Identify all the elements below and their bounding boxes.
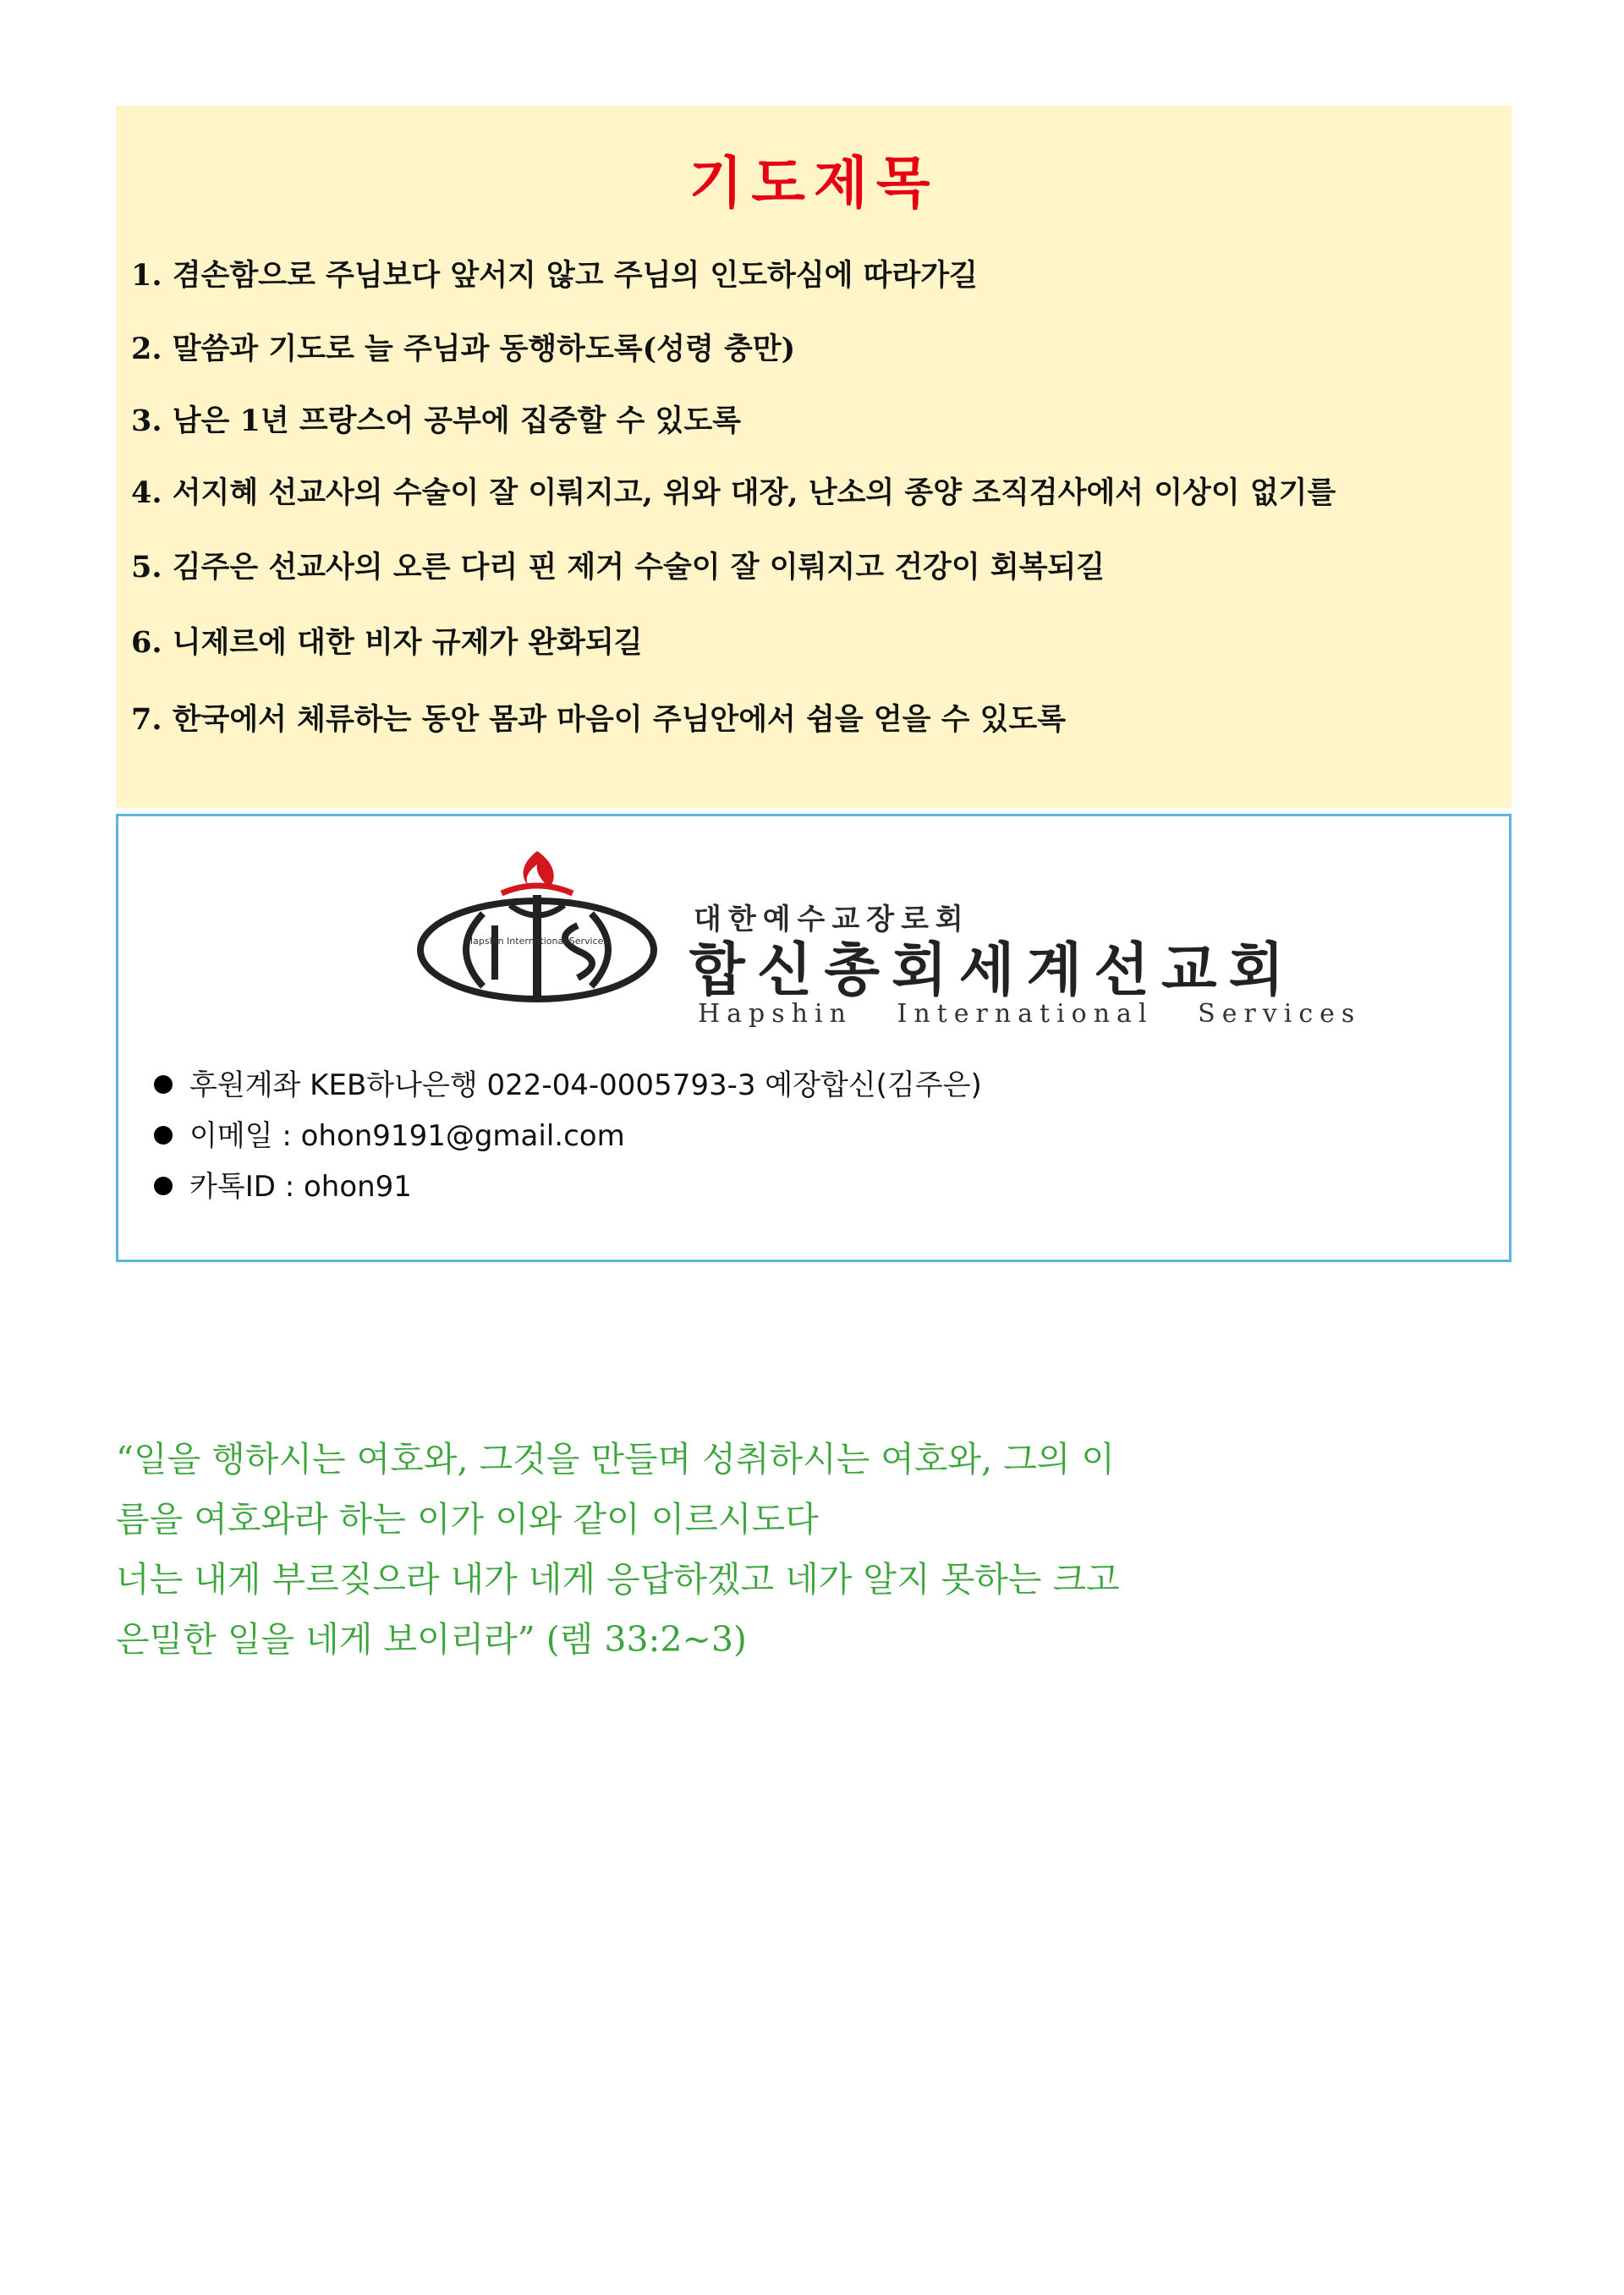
bullet-icon — [154, 1126, 173, 1145]
prayer-item-6: 6. 니제르에 대한 비자 규제가 완화되길 — [131, 625, 643, 660]
verse-line-4: 은밀한 일을 네게 보이리라” (렘 33:2~3) — [116, 1619, 747, 1660]
email-text: 이메일 : ohon9191@gmail.com — [189, 1119, 625, 1153]
logo-org-line3: Hapshin International Services — [698, 999, 1362, 1029]
logo-org-line1: 대한예수교장로회 — [694, 903, 970, 936]
bible-verse — [116, 1430, 1385, 1670]
bullet-icon — [154, 1177, 173, 1195]
prayer-item-5: 5. 김주은 선교사의 오른 다리 핀 제거 수술이 잘 이뤄지고 건강이 회복되길 — [131, 550, 1106, 585]
bullet-icon — [154, 1075, 173, 1094]
kakao-id-text: 카톡ID : ohon91 — [189, 1170, 412, 1204]
globe-emblem-icon — [410, 844, 664, 1005]
mission-logo — [309, 840, 1434, 1029]
prayer-item-7: 7. 한국에서 체류하는 동안 몸과 마음이 주님안에서 쉼을 얻을 수 있도록 — [131, 702, 1067, 737]
prayer-requests-box — [116, 106, 1512, 808]
verse-line-2: 름을 여호와라 하는 이가 이와 같이 이르시도다 — [116, 1499, 819, 1540]
account-text: 후원계좌 KEB하나은행 022-04-0005793-3 예장합신(김주은) — [189, 1068, 982, 1102]
prayer-item-1: 1. 겸손함으로 주님보다 앞서지 않고 주님의 인도하심에 따라가길 — [131, 258, 978, 293]
verse-line-3: 너는 내게 부르짖으라 내가 네게 응답하겠고 네가 알지 못하는 크고 — [116, 1559, 1120, 1600]
prayer-item-4: 4. 서지혜 선교사의 수술이 잘 이뤄지고, 위와 대장, 난소의 종양 조직검사에서 이상이 없기를 — [131, 475, 1336, 510]
support-info-box — [116, 814, 1512, 1262]
emblem-ring-text: Hapshin International Services — [465, 936, 609, 947]
prayer-item-2: 2. 말씀과 기도로 늘 주님과 동행하도록(성령 충만) — [131, 332, 796, 366]
prayer-item-3: 3. 남은 1년 프랑스어 공부에 집중할 수 있도록 — [131, 404, 741, 438]
prayer-title: 기도제목 — [689, 151, 939, 216]
logo-org-line2: 합신총회세계선교회 — [689, 936, 1297, 1004]
contact-item-kakao — [154, 1163, 412, 1205]
contact-item-email — [154, 1112, 625, 1154]
contact-item-account — [154, 1062, 982, 1103]
verse-line-1: “일을 행하시는 여호와, 그것을 만들며 성취하시는 여호와, 그의 이 — [116, 1439, 1116, 1480]
